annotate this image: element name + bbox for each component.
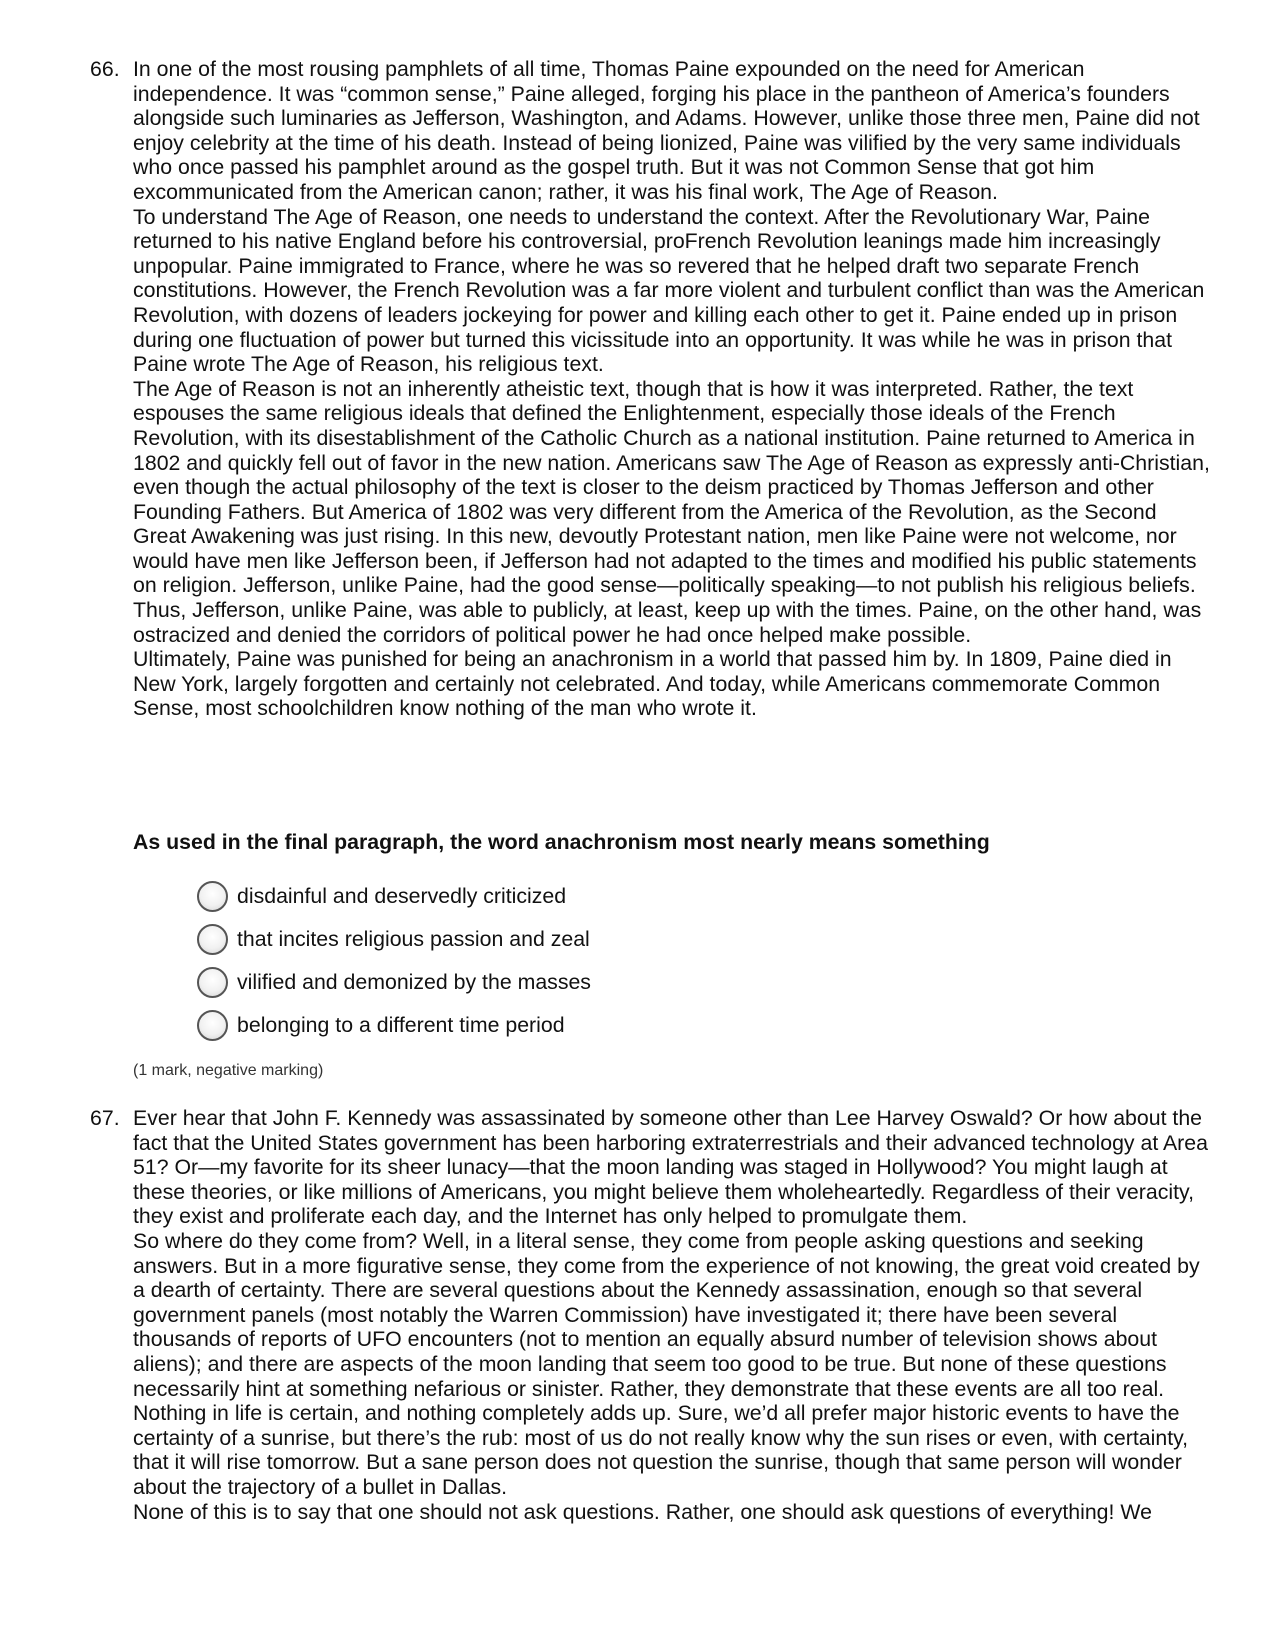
- passage-67: [133, 1106, 1215, 1524]
- question-66: [90, 57, 1215, 721]
- question-prompt: As used in the final paragraph, the word anachronism most nearly means something: [133, 830, 990, 854]
- passage-paragraph: The Age of Reason is not an inherently atheistic text, though that is how it was interpreted. Rather, the text espouses the same religious ideals that defined the Enlightenment, especially those ideals of the French Revolution, with its disestablishment of the Catholic Church as a national institution. Paine returned to America in 1802 and quickly fell out of favor in the new nation. Americans saw The Age of Reason as expressly anti-Christian, even though the actual philosophy of the text is closer to the deism practiced by Thomas Jefferson and other Founding Fathers. But America of 1802 was very different from the America of the Revolution, as the Second Great Awakening was just rising. In this new, devoutly Protestant nation, men like Paine were not welcome, nor would have men like Jefferson been, if Jefferson had not adapted to the times and modified his public statements on religion. Jefferson, unlike Paine, had the good sense—politically speaking—to not publish his religious beliefs. Thus, Jefferson, unlike Paine, was able to publicly, at least, keep up with the times. Paine, on the other hand, was ostracized and denied the corridors of political power he had once helped make possible.: [133, 376, 1210, 647]
- answer-option-label: disdainful and deservedly criticized: [237, 884, 567, 908]
- answer-option-label: that incites religious passion and zeal: [237, 927, 590, 951]
- passage-paragraph: So where do they come from? Well, in a literal sense, they come from people asking questions and seeking answers. But in a more figurative sense, they come from the experience of not knowing, the great void created by a dearth of certainty. There are several questions about the Kennedy assassination, enough so that several government panels (most notably the Warren Commission) have investigated it; there have been several thousands of reports of UFO encounters (not to mention an equally absurd number of television shows about aliens); and there are aspects of the moon landing that seem too good to be true. But none of these questions necessarily hint at something nefarious or sinister. Rather, they demonstrate that these events are all too real. Nothing in life is certain, and nothing completely adds up. Sure, we’d all prefer major historic events to have the certainty of a sunrise, but there’s the rub: most of us do not really know why the sun rises or even, with certainty, that it will rise tomorrow. But a sane person does not question the sunrise, though that same person will wonder about the trajectory of a bullet in Dallas.: [133, 1228, 1200, 1499]
- answer-option-label: belonging to a different time period: [237, 1013, 565, 1037]
- passage-paragraph: Ultimately, Paine was punished for being an anachronism in a world that passed him by. In 1809, Paine died in New York, largely forgotten and certainly not celebrated. And today, while Americans commemorate Common Sense, most schoolchildren know nothing of the man who wrote it.: [133, 647, 1172, 721]
- question-number: 66.: [90, 57, 120, 81]
- passage-paragraph: In one of the most rousing pamphlets of all time, Thomas Paine expounded on the need for American independence. It was “common sense,” Paine alleged, forging his place in the pantheon of America’s founders alongside such luminaries as Jefferson, Washington, and Adams. However, unlike those three men, Paine did not enjoy celebrity at the time of his death. Instead of being lionized, Paine was vilified by the very same individuals who once passed his pamphlet around as the gospel truth. But it was not Common Sense that got him excommunicated from the American canon; rather, it was his final work, The Age of Reason.: [133, 57, 1200, 204]
- radio-button-icon[interactable]: [197, 967, 228, 998]
- passage-paragraph: Ever hear that John F. Kennedy was assassinated by someone other than Lee Harvey Oswald? Or how about the fact that the United States government has been harboring extraterrestrials and their advanced technology at Area 51? Or—my favorite for its sheer lunacy—that the moon landing was staged in Hollywood? You might laugh at these theories, or like millions of Americans, you might believe them wholeheartedly. Regardless of their veracity, they exist and proliferate each day, and the Internet has only helped to promulgate them.: [133, 1106, 1208, 1229]
- passage-paragraph: None of this is to say that one should not ask questions. Rather, one should ask questions of everything! We: [133, 1499, 1152, 1524]
- passage-66: [133, 57, 1215, 721]
- radio-button-icon[interactable]: [197, 881, 228, 912]
- question-67: [90, 1106, 1215, 1524]
- question-number: 67.: [90, 1106, 120, 1130]
- answer-option[interactable]: [197, 875, 591, 918]
- radio-button-icon[interactable]: [197, 1010, 228, 1041]
- answer-option[interactable]: [197, 918, 591, 961]
- answer-options: [197, 875, 591, 1047]
- answer-option-label: vilified and demonized by the masses: [237, 970, 591, 994]
- answer-option[interactable]: [197, 1004, 591, 1047]
- marks-info: (1 mark, negative marking): [133, 1062, 324, 1079]
- radio-button-icon[interactable]: [197, 924, 228, 955]
- passage-paragraph: To understand The Age of Reason, one needs to understand the context. After the Revolutionary War, Paine returned to his native England before his controversial, proFrench Revolution leanings made him increasingly unpopular. Paine immigrated to France, where he was so revered that he helped draft two separate French constitutions. However, the French Revolution was a far more violent and turbulent conflict than was the American Revolution, with dozens of leaders jockeying for power and killing each other to get it. Paine ended up in prison during one fluctuation of power but turned this vicissitude into an opportunity. It was while he was in prison that Paine wrote The Age of Reason, his religious text.: [133, 204, 1205, 377]
- answer-option[interactable]: [197, 961, 591, 1004]
